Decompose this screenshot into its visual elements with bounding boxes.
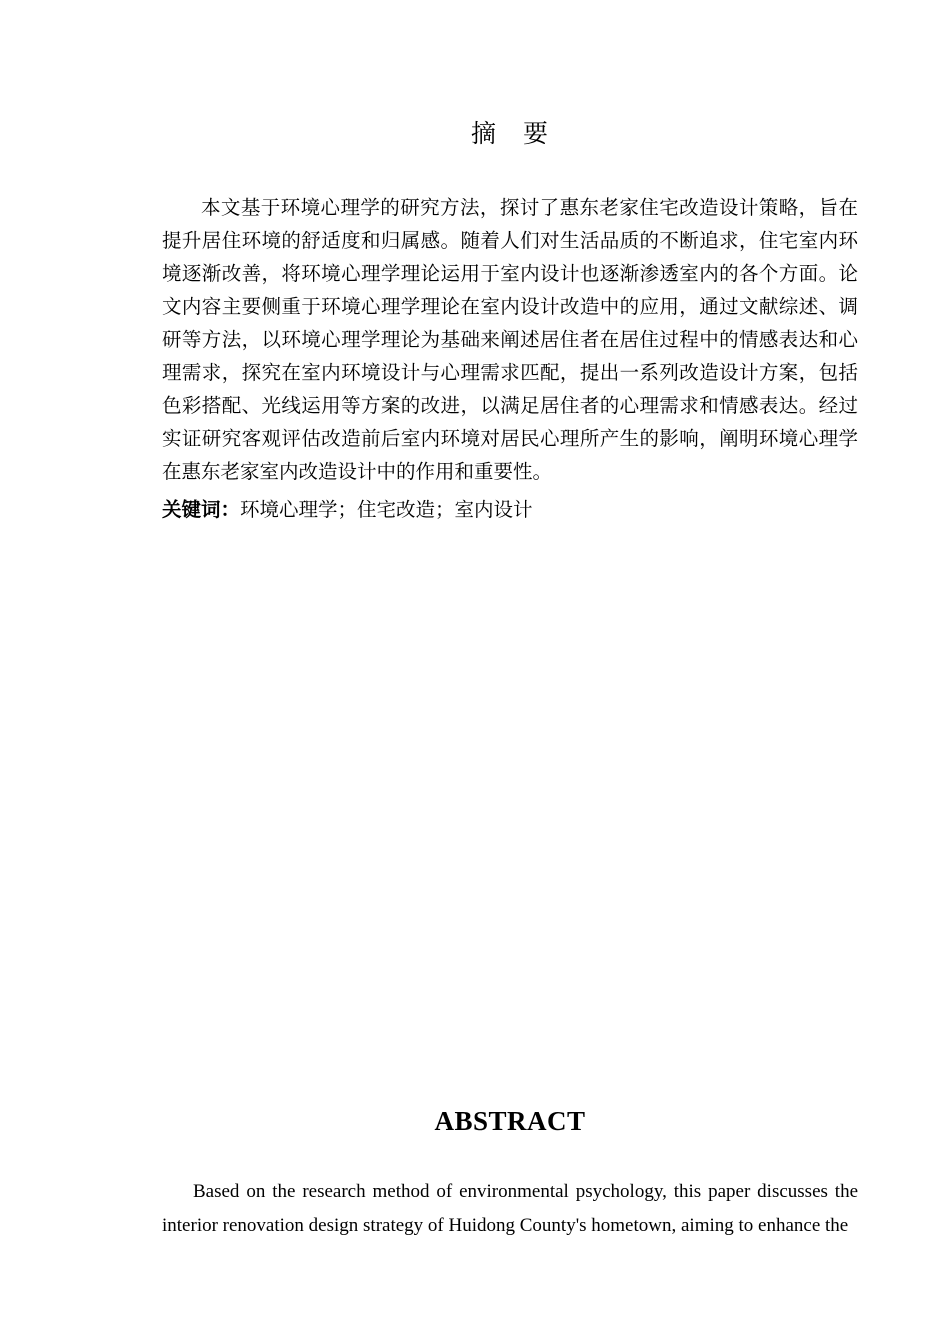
chinese-abstract-paragraph: 本文基于环境心理学的研究方法，探讨了惠东老家住宅改造设计策略，旨在提升居住环境的舒适度和归属感。随着人们对生活品质的不断追求，住宅室内环境逐渐改善，将环境心理学理论运用于室内设计也逐渐渗透室内的各个方面。论文内容主要侧重于环境心理学理论在室内设计改造中的应用，通过文献综述、调研等方法，以环境心理学理论为基础来阐述居住者在居住过程中的情感表达和心理需求，探究在室内环境设计与心理需求匹配，提出一系列改造设计方案，包括色彩搭配、光线运用等方案的改进，以满足居住者的心理需求和情感表达。经过实证研究客观评估改造前后室内环境对居民心理所产生的影响，阐明环境心理学在惠东老家室内改造设计中的作用和重要性。 — [162, 197, 858, 483]
english-abstract-title: ABSTRACT — [434, 1106, 586, 1136]
keywords-label: 关键词： — [162, 498, 241, 521]
keywords-line — [162, 493, 858, 527]
chinese-abstract-title: 摘 要 — [470, 119, 549, 148]
english-abstract-paragraph: Based on the research method of environmental psychology, this paper discusses the interior renovation design strategy of Huidong County's hometown, aiming to enhance the — [162, 1181, 858, 1236]
keywords-value: 环境心理学；住宅改造；室内设计 — [240, 500, 533, 521]
